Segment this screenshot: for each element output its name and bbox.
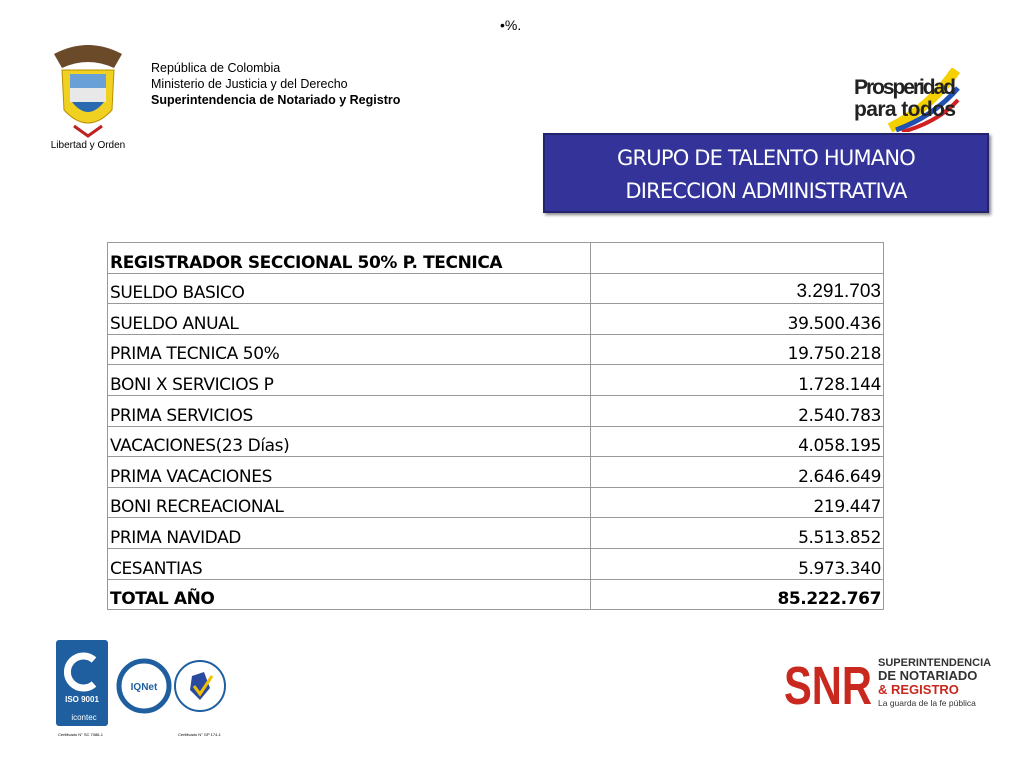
- svg-text:Libertad y Orden: Libertad y Orden: [50, 140, 126, 151]
- table-row: [108, 304, 884, 335]
- snr-letters: SNR: [784, 656, 872, 712]
- row-label: SUELDO BASICO: [108, 273, 591, 304]
- row-value: 19.750.218: [591, 334, 884, 365]
- salary-table: [107, 242, 884, 610]
- banner-line-2: DIRECCION ADMINISTRATIVA: [625, 179, 907, 203]
- row-label: PRIMA VACACIONES: [108, 457, 591, 488]
- org-line-ministry: Ministerio de Justicia y del Derecho: [151, 77, 348, 91]
- snr-line-2: DE NOTARIADO: [878, 668, 978, 683]
- row-label: SUELDO ANUAL: [108, 304, 591, 335]
- table-row: [108, 395, 884, 426]
- svg-text:Prosperidad: Prosperidad: [854, 76, 956, 99]
- row-value: 4.058.195: [591, 426, 884, 457]
- table-row: [108, 457, 884, 488]
- row-label: CESANTIAS: [108, 548, 591, 579]
- org-line-country: República de Colombia: [151, 61, 281, 75]
- row-value: 5.513.852: [591, 518, 884, 549]
- iso-iqnet-certification-icon: [54, 640, 234, 740]
- table-row: [108, 487, 884, 518]
- row-value: 3.291.703: [591, 273, 884, 304]
- row-value: 2.540.783: [591, 395, 884, 426]
- snr-logo: [784, 652, 999, 712]
- total-label: TOTAL AÑO: [108, 579, 591, 610]
- table-header-label: REGISTRADOR SECCIONAL 50% P. TECNICA: [108, 243, 591, 274]
- row-value: 5.973.340: [591, 548, 884, 579]
- snr-line-3: & REGISTRO: [878, 682, 959, 697]
- department-banner: [543, 133, 989, 213]
- org-line-superintendencia: Superintendencia de Notariado y Registro: [151, 93, 401, 107]
- row-value: 39.500.436: [591, 304, 884, 335]
- cert-number-1: Certificado N° SC 7086-1: [58, 732, 103, 737]
- table-row: [108, 334, 884, 365]
- organization-text: [151, 60, 400, 108]
- colombia-coat-of-arms-logo: [44, 40, 132, 152]
- table-total-row: [108, 579, 884, 610]
- table-row: [108, 518, 884, 549]
- row-label: BONI X SERVICIOS P: [108, 365, 591, 396]
- icontec-label: icontec: [71, 713, 97, 722]
- table-row: [108, 426, 884, 457]
- snr-line-1: SUPERINTENDENCIA: [878, 657, 992, 669]
- row-label: PRIMA TECNICA 50%: [108, 334, 591, 365]
- iso-label: ISO 9001: [65, 695, 99, 704]
- row-label: PRIMA SERVICIOS: [108, 395, 591, 426]
- slide-bullet: •%.: [500, 17, 522, 33]
- table-row: [108, 365, 884, 396]
- cert-number-2: Certificado N° GP 174-1: [178, 732, 221, 737]
- row-label: VACACIONES(23 Días): [108, 426, 591, 457]
- table-row: [108, 548, 884, 579]
- row-value: 2.646.649: [591, 457, 884, 488]
- total-value: 85.222.767: [591, 579, 884, 610]
- row-value: 219.447: [591, 487, 884, 518]
- svg-text:para todos: para todos: [854, 98, 956, 121]
- certification-logos: [54, 640, 234, 740]
- table-row: [108, 273, 884, 304]
- table-header-row: [108, 243, 884, 274]
- row-label: PRIMA NAVIDAD: [108, 518, 591, 549]
- snr-logo-icon: [784, 652, 999, 712]
- banner-line-1: GRUPO DE TALENTO HUMANO: [617, 146, 915, 170]
- prosperidad-para-todos-logo: [850, 68, 960, 132]
- snr-tagline: La guarda de la fe pública: [878, 698, 976, 708]
- iqnet-label: IQNet: [130, 682, 158, 693]
- row-label: BONI RECREACIONAL: [108, 487, 591, 518]
- row-value: 1.728.144: [591, 365, 884, 396]
